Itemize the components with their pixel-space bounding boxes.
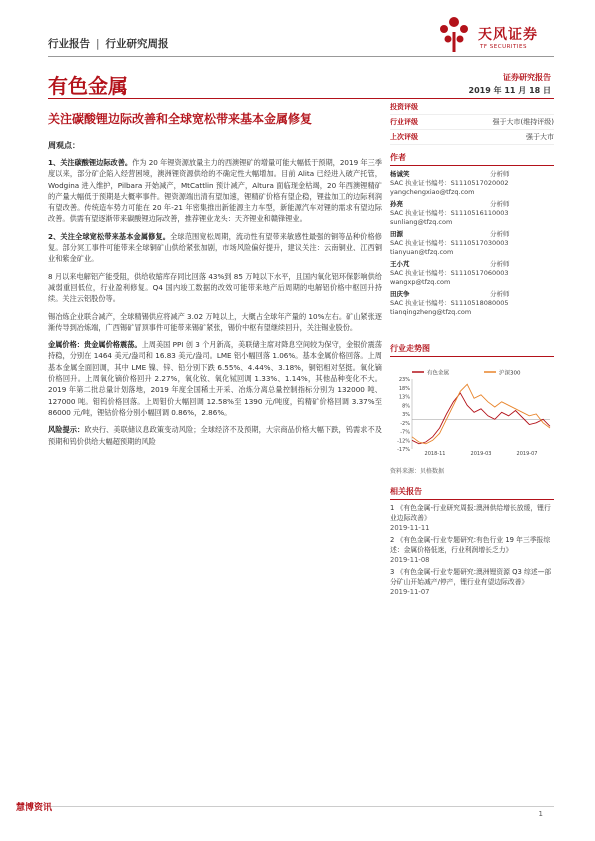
- header-divider: [48, 56, 554, 57]
- rating-row: [390, 100, 554, 115]
- paragraph: [48, 424, 382, 447]
- related-report-title: 1 《有色金属-行业研究周报:澳洲供给增长放缓，锂行业边际改善》: [390, 504, 551, 522]
- paragraph: [48, 311, 382, 334]
- authors-heading: 作者: [390, 152, 554, 166]
- paragraph: [48, 271, 382, 305]
- y-tick-label: -17%: [397, 447, 410, 453]
- related-reports: [390, 486, 554, 599]
- chart-heading: 行业走势图: [390, 343, 554, 357]
- chart-svg: [390, 357, 554, 457]
- related-report-link[interactable]: [390, 567, 554, 597]
- author-email[interactable]: yangchengxiao@tfzq.com: [390, 188, 475, 196]
- y-tick-label: 23%: [398, 377, 410, 383]
- report-date: 2019 年 11 月 18 日: [468, 86, 551, 95]
- rating-value: 强于大市: [526, 133, 554, 141]
- legend-label: 有色金属: [427, 370, 450, 377]
- related-report-date: 2019-11-11: [390, 524, 430, 532]
- author-name: 杨诚笑: [390, 170, 410, 178]
- y-tick-label: -2%: [400, 420, 410, 427]
- series-line: [412, 384, 550, 444]
- section-title: 周观点：: [48, 141, 80, 150]
- rating-label: 上次评级: [390, 133, 418, 141]
- author-role: 分析师: [490, 200, 510, 208]
- logo-english-text: TF SECURITIES: [480, 44, 527, 50]
- author-email[interactable]: wangxp@tfzq.com: [390, 278, 451, 286]
- legend-label: 沪深300: [499, 370, 521, 377]
- paragraph: [48, 231, 382, 265]
- author-role: 分析师: [490, 170, 510, 178]
- rating-value: 强于大市(维持评级): [492, 118, 554, 126]
- paragraph-text: 锡冶炼企业联合减产，全球精锡供应将减产 3.02 万吨以上，大概占全球年产量的 10%左右。矿山紧张逐渐传导到冶炼端，广西锡矿冒顶事件可能带来锡矿紧张，锡价中枢有望继续回升，关注锡业股份。: [48, 311, 382, 332]
- y-tick-label: 13%: [398, 394, 410, 401]
- paragraph: [48, 157, 382, 225]
- paragraph-text: 8 月以来电解铝产能受阻，供给收缩库存同比回落 43%到 85 万吨以下水平，且国内氧化铝环保影响供给减弱重回低位，行业盈利修复。Q4 国内竣工数据的改效可能带来地产后周期的电解铝价格中枢回升持续。关注云铝股份等。: [48, 271, 382, 304]
- footer-watermark: 慧博资讯: [16, 803, 53, 813]
- author-cert: SAC 执业证书编号：S1110517060003: [390, 269, 509, 277]
- related-report-date: 2019-11-07: [390, 588, 430, 596]
- author-name: 田庆争: [390, 290, 410, 298]
- authors-panel: [390, 152, 554, 320]
- y-tick-label: 18%: [398, 385, 410, 392]
- chart-source: 资料来源：贝格数据: [390, 468, 445, 475]
- industry-chart: [390, 343, 554, 457]
- header-breadcrumb: [48, 36, 169, 51]
- paragraph-lead: 2、关注全球宽松带来基本金属修复。: [48, 231, 171, 241]
- author-entry: [390, 230, 554, 257]
- x-tick-label: 2019-07: [516, 451, 538, 457]
- footer-divider: [48, 806, 554, 807]
- title-divider: [48, 98, 554, 99]
- report-type: 证券研究报告: [503, 73, 551, 82]
- rating-label: 投资评级: [390, 103, 418, 111]
- y-tick-label: -12%: [397, 438, 410, 445]
- related-report-date: 2019-11-08: [390, 556, 430, 564]
- author-email[interactable]: tianyuan@tfzq.com: [390, 248, 454, 256]
- paragraph-text: 上周美国 PPI 创 3 个月新高，美联储主席对降息空间较为保守，金银价震荡持稳，分别在 1464 美元/盎司和 16.83 美元/盎司。LME 铝小幅回落 1.06%。基本金属价格回落。上周基本金属全面回调，其中 LME 镍、锌、铅分别下跌 6.55%、4.44%、3.18%，铜铝相对坚挺。氧化镝价格回升。上周氧化镝价格回升 2.27%，氧化钕、氧化铽回调 1.33%、1.14%，其他品种变化不大。2019 年第二批总量计划落地，2019 年度全国稀土开采、冶炼分离总量控制指标分别为 132000 吨、127000 吨。钼钨价格回落。上周钼价大幅回调 12.58%至 1390 元/吨度，钨精矿价格回调 3.37%至 86000 元/吨，锂钴价格分别小幅回调 0.86%，2.86%。: [48, 340, 382, 417]
- header-subcategory: 行业研究周报: [105, 38, 169, 50]
- author-name: 孙亮: [390, 200, 403, 208]
- header-separator: |: [96, 38, 100, 50]
- company-logo: [434, 12, 554, 60]
- author-email[interactable]: tianqingzheng@tfzq.com: [390, 308, 472, 316]
- author-cert: SAC 执业证书编号：S1110517020002: [390, 179, 509, 187]
- author-role: 分析师: [490, 260, 510, 268]
- author-entry: [390, 260, 554, 287]
- y-tick-label: 8%: [402, 403, 410, 410]
- logo-flower-icon: [434, 12, 474, 56]
- paragraph-text: 全球范围宽松周期，流动性有望带来敏感性最强的铜等品种价格修复。部分冥工事件可能带来全球铜矿山供给紧张加剧，市场风险偏好提升，建议关注：云南铜业、江西铜业和紫金矿业。: [48, 231, 382, 264]
- rating-row: [390, 115, 554, 130]
- author-role: 分析师: [490, 230, 510, 238]
- rating-row: [390, 130, 554, 145]
- author-name: 田源: [390, 230, 403, 238]
- main-content: [48, 140, 382, 453]
- rating-label: 行业评级: [390, 118, 418, 126]
- author-cert: SAC 执业证书编号：S1110518080005: [390, 299, 509, 307]
- author-role: 分析师: [490, 290, 510, 298]
- rating-block: [390, 100, 554, 145]
- logo-chinese-text: 天风证券: [478, 27, 538, 43]
- x-tick-label: 2018-11: [424, 451, 446, 457]
- series-line: [412, 393, 550, 444]
- author-cert: SAC 执业证书编号：S1110516110003: [390, 209, 509, 217]
- related-report-title: 3 《有色金属-行业专题研究:澳洲锂资源 Q3 综述—部分矿山开始减产/停产，锂行业有望边际改善》: [390, 568, 552, 586]
- related-heading: 相关报告: [390, 486, 554, 500]
- report-subtitle: 关注碳酸锂边际改善和全球宽松带来基本金属修复: [48, 112, 313, 126]
- x-tick-label: 2019-03: [470, 451, 492, 457]
- author-email[interactable]: sunliang@tfzq.com: [390, 218, 453, 226]
- paragraph-lead: 金属价格：贵金属价格震荡。: [48, 340, 142, 350]
- header-category: 行业报告: [48, 38, 90, 50]
- paragraph-text: 作为 20 年锂资源放量主力的西澳锂矿的增量可能大幅低于预期，2019 年三季度以来，部分矿企陷入经营困境，澳洲锂资源供给的不确定性大幅增加。目前 Alita 已经进入破产托管，Wodgina 进入维护，Pilbara 开始减产，MtCattlin 预计减产，Altura 面临现金枯竭，20 年西澳锂精矿的产量大幅低于预期是大概率事件。锂资源端出清有望加速，锂精矿价格有望企稳，锂盐加工的边际利润有望改善。传统造车势力可能在 20 年-21 年密集推出新能源主力车型，新能源汽车对锂的需求有望边际改善。供需有望逐渐带来碳酸锂边际改善，推荐锂业龙头：天齐锂业和赣锋锂业。: [48, 158, 382, 224]
- related-report-link[interactable]: [390, 503, 554, 533]
- y-tick-label: -7%: [400, 429, 410, 436]
- author-cert: SAC 执业证书编号：S1110517030003: [390, 239, 509, 247]
- report-title: 有色金属: [48, 74, 128, 98]
- y-tick-label: 3%: [402, 412, 410, 418]
- paragraph: [48, 339, 382, 418]
- author-name: 王小芃: [390, 260, 410, 268]
- related-report-link[interactable]: [390, 535, 554, 565]
- related-report-title: 2 《有色金属-行业专题研究:有色行业 19 年三季报综述：金属价格低迷，行业利润增长乏力》: [390, 536, 551, 554]
- author-entry: [390, 290, 554, 317]
- paragraph-text: 欧央行、美联储议息政策变动风险；全球经济不及预期，大宗商品价格大幅下跌，钨需求不及预期和钨价供给大幅超预期的风险: [48, 425, 382, 446]
- paragraph-lead: 风险提示：: [48, 425, 85, 435]
- author-entry: [390, 170, 554, 197]
- page-number: 1: [538, 810, 543, 818]
- paragraph-lead: 1、关注碳酸锂边际改善。: [48, 158, 133, 167]
- author-entry: [390, 200, 554, 227]
